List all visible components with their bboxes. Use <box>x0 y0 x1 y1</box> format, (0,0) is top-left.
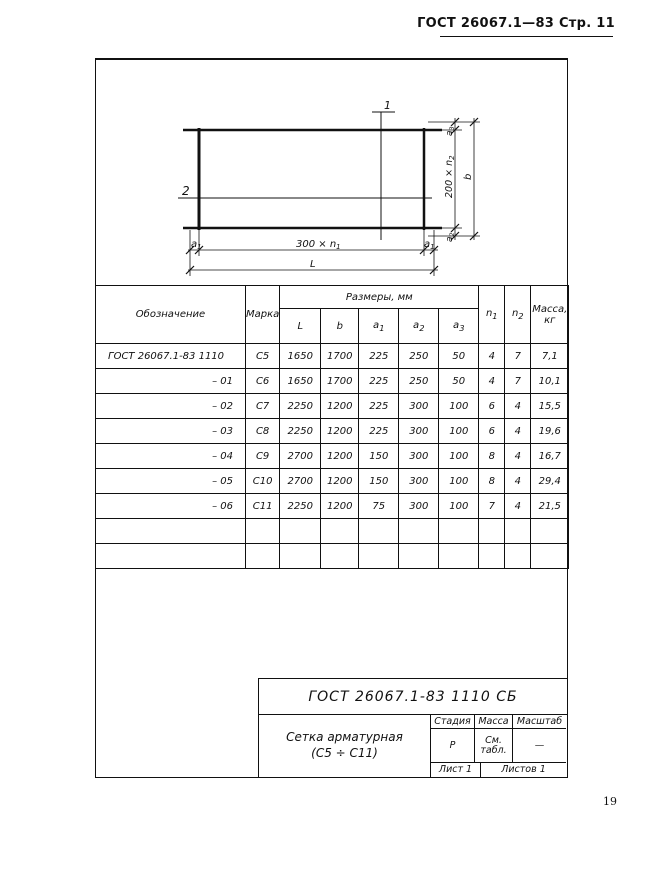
cell-mark: С7 <box>246 394 280 419</box>
empty-table-row <box>96 544 569 569</box>
header-L: L <box>280 309 321 344</box>
table-row <box>96 494 569 519</box>
cell-a1: 225 <box>359 369 399 394</box>
cell-a1: 75 <box>359 494 399 519</box>
cell-mass: 21,5 <box>531 494 569 519</box>
cell-a2: 300 <box>399 444 439 469</box>
cell-mass: 7,1 <box>531 344 569 369</box>
cell-a3: 100 <box>439 494 479 519</box>
header-mass: Масса, кг <box>531 286 569 344</box>
header-designation: Обозначение <box>96 286 246 344</box>
cell-n2: 4 <box>505 394 531 419</box>
cell-des: – 04 <box>96 444 246 469</box>
header-a1: $a_1$ <box>359 309 399 344</box>
callout-2-label: 2 <box>182 184 190 198</box>
cell-n2: 7 <box>505 344 531 369</box>
stage-label: Стадия <box>431 715 475 729</box>
dim-300n1-label: $300 \times n_1$ <box>296 239 341 251</box>
cell-L: 2700 <box>280 444 321 469</box>
spec-table <box>95 285 569 569</box>
cell-L: 1650 <box>280 344 321 369</box>
cell-a1: 150 <box>359 444 399 469</box>
sheet-label: Лист 1 <box>431 763 481 777</box>
title-code: ГОСТ 26067.1-83 1110 СБ <box>259 679 567 715</box>
cell-b: 1700 <box>321 344 359 369</box>
mass-value: См. табл. <box>475 729 513 763</box>
header-a2: $a_2$ <box>399 309 439 344</box>
cell-a3 <box>439 544 479 569</box>
cell-n2: 4 <box>505 469 531 494</box>
cell-des <box>96 544 246 569</box>
cell-L: 1650 <box>280 369 321 394</box>
table-row <box>96 369 569 394</box>
dim-a3-label: $a_3$ <box>445 126 456 136</box>
cell-des: ГОСТ 26067.1-83 1110 <box>96 344 246 369</box>
cell-mark: С9 <box>246 444 280 469</box>
cell-a3: 100 <box>439 469 479 494</box>
cell-n2: 7 <box>505 369 531 394</box>
cell-b: 1200 <box>321 469 359 494</box>
cell-b: 1200 <box>321 494 359 519</box>
cell-a1: 150 <box>359 469 399 494</box>
cell-mass: 10,1 <box>531 369 569 394</box>
cell-a2: 300 <box>399 494 439 519</box>
cell-a3: 100 <box>439 419 479 444</box>
cell-L: 2250 <box>280 394 321 419</box>
header-n2: $n_2$ <box>505 286 531 344</box>
cell-a3: 100 <box>439 394 479 419</box>
cell-n2 <box>505 519 531 544</box>
cell-des: – 01 <box>96 369 246 394</box>
cell-b <box>321 519 359 544</box>
cell-a1: 225 <box>359 344 399 369</box>
cell-n2 <box>505 544 531 569</box>
cell-a2: 300 <box>399 394 439 419</box>
cell-n2: 4 <box>505 419 531 444</box>
cell-b: 1200 <box>321 444 359 469</box>
cell-n2: 4 <box>505 494 531 519</box>
cell-a1: 225 <box>359 394 399 419</box>
cell-mark: С11 <box>246 494 280 519</box>
cell-a2: 250 <box>399 344 439 369</box>
cell-a2 <box>399 519 439 544</box>
header-b: b <box>321 309 359 344</box>
table-row <box>96 419 569 444</box>
cell-mark <box>246 544 280 569</box>
stage-value: Р <box>431 729 475 763</box>
cell-n1: 6 <box>479 419 505 444</box>
cell-L: 2250 <box>280 419 321 444</box>
cell-n1: 4 <box>479 344 505 369</box>
cell-a2: 300 <box>399 469 439 494</box>
cell-mass <box>531 544 569 569</box>
cell-n1: 8 <box>479 469 505 494</box>
cell-n1: 8 <box>479 444 505 469</box>
cell-b: 1200 <box>321 419 359 444</box>
dim-a2-label: $a_2$ <box>445 232 456 242</box>
cell-des <box>96 519 246 544</box>
cell-des: – 05 <box>96 469 246 494</box>
dim-a1-right-label: $a_1$ <box>424 239 435 251</box>
cell-mass: 16,7 <box>531 444 569 469</box>
empty-table-row <box>96 519 569 544</box>
cell-n1: 4 <box>479 369 505 394</box>
header-n1: $n_1$ <box>479 286 505 344</box>
scale-value: — <box>513 729 566 763</box>
cell-a3: 50 <box>439 344 479 369</box>
sheets-label: Листов 1 <box>501 764 546 775</box>
table-row <box>96 469 569 494</box>
cell-L: 2700 <box>280 469 321 494</box>
cell-a3 <box>439 519 479 544</box>
dim-a1-left-label: $a_1$ <box>191 239 202 251</box>
cell-mark: С10 <box>246 469 280 494</box>
table-row <box>96 344 569 369</box>
cell-a3: 50 <box>439 369 479 394</box>
cell-n1: 6 <box>479 394 505 419</box>
cell-L: 2250 <box>280 494 321 519</box>
cell-mass: 15,5 <box>531 394 569 419</box>
cell-n1 <box>479 519 505 544</box>
dim-200n2-label: $200 \times n_2$ <box>444 155 456 198</box>
cell-n1: 7 <box>479 494 505 519</box>
cell-L <box>280 544 321 569</box>
cell-a1 <box>359 544 399 569</box>
cell-mark: С8 <box>246 419 280 444</box>
cell-mass: 19,6 <box>531 419 569 444</box>
cell-a2: 250 <box>399 369 439 394</box>
document-header: ГОСТ 26067.1—83 Стр. 11 <box>417 16 615 31</box>
cell-a1 <box>359 519 399 544</box>
mass-label: Масса <box>475 715 513 729</box>
cell-des: – 03 <box>96 419 246 444</box>
page-number: 19 <box>603 795 617 808</box>
cell-a2 <box>399 544 439 569</box>
cell-des: – 06 <box>96 494 246 519</box>
cell-n1 <box>479 544 505 569</box>
header-mark: Марка <box>246 286 280 344</box>
table-row <box>96 444 569 469</box>
cell-mark: С6 <box>246 369 280 394</box>
table-row <box>96 394 569 419</box>
cell-a2: 300 <box>399 419 439 444</box>
cell-L <box>280 519 321 544</box>
cell-a3: 100 <box>439 444 479 469</box>
cell-des: – 02 <box>96 394 246 419</box>
header-a3: $a_3$ <box>439 309 479 344</box>
header-sizes-group: Размеры, мм <box>280 286 479 309</box>
title-name: Сетка арматурная (С5 ÷ С11) <box>259 715 431 777</box>
cell-mark <box>246 519 280 544</box>
cell-a1: 225 <box>359 419 399 444</box>
cell-n2: 4 <box>505 444 531 469</box>
cell-b: 1200 <box>321 394 359 419</box>
cell-mass <box>531 519 569 544</box>
scale-label: Масштаб <box>513 715 566 729</box>
dim-L-label: L <box>310 259 316 270</box>
dim-b-label: b <box>463 173 474 180</box>
cell-mark: С5 <box>246 344 280 369</box>
title-block <box>258 678 568 778</box>
callout-1-label: 1 <box>384 99 391 112</box>
cell-mass: 29,4 <box>531 469 569 494</box>
cell-b: 1700 <box>321 369 359 394</box>
cell-b <box>321 544 359 569</box>
